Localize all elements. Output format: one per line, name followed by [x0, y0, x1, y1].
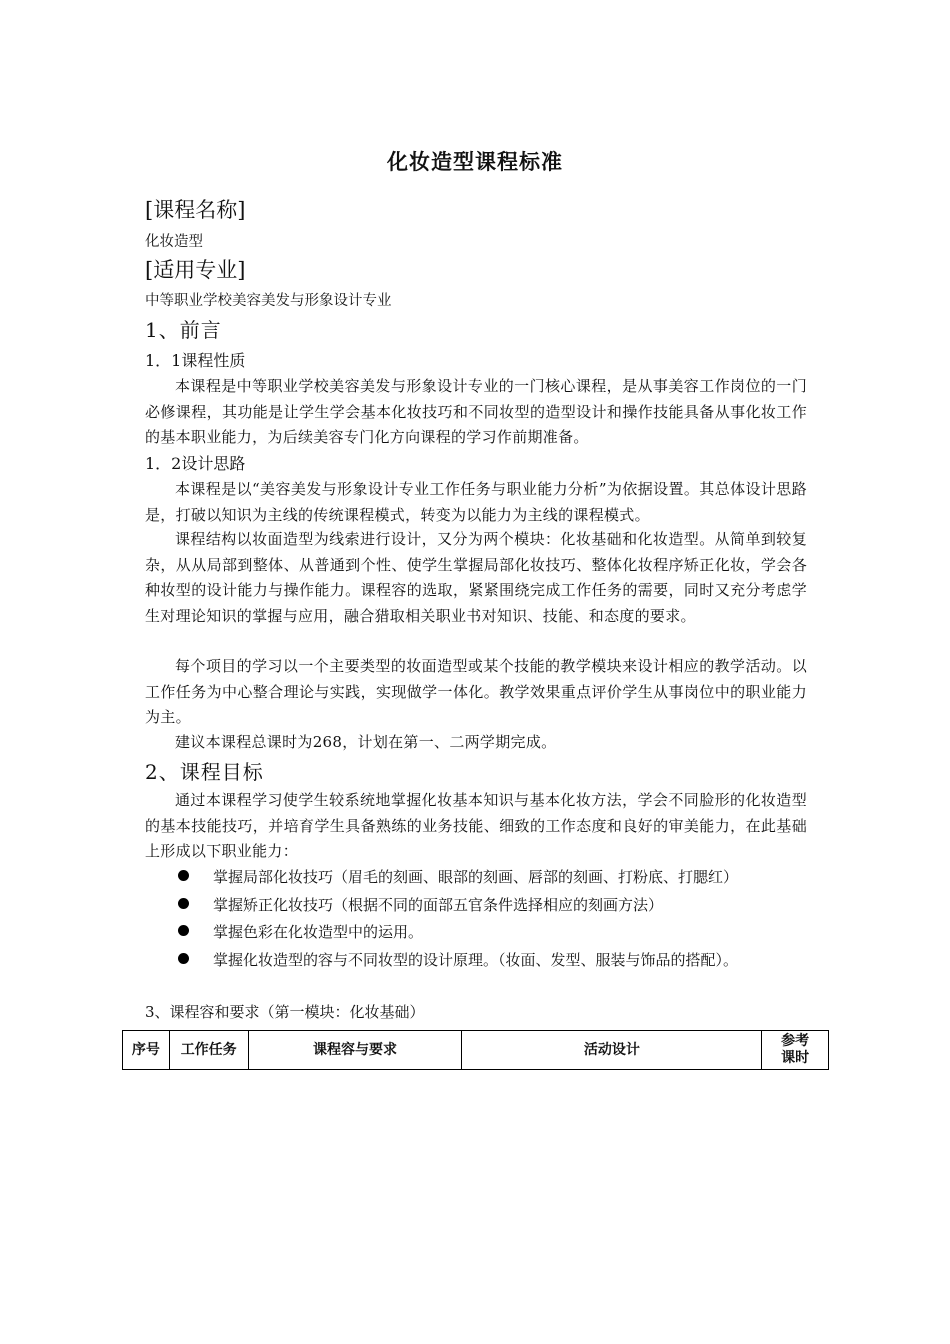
objective-list-item — [178, 949, 738, 970]
section-3-heading: 3、课程容和要求（第一模块：化妆基础） — [145, 1003, 425, 1021]
course-name-heading: [课程名称] — [145, 198, 246, 222]
objective-list-item — [178, 866, 738, 887]
table-header-row — [123, 1031, 829, 1070]
objective-text: 掌握色彩在化妆造型中的运用。 — [213, 923, 424, 941]
section-1-2-paragraph-2: 课程结构以妆面造型为线索进行设计，又分为两个模块：化妆基础和化妆造型。从简单到较复杂，从从局部到整体、从普通到个性、使学生掌握局部化妆技巧、整体化妆程序矫正化妆，学会各种妆型的设计能力与操作能力。课程容的选取，紧紧围绕完成工作任务的需要，同时又充分考虑学生对理论知识的掌握与应用，融合猎取相关职业书对知识、技能、和态度的要求。 — [145, 530, 807, 625]
section-1-heading: 1、前言 — [145, 318, 222, 342]
objective-text: 掌握化妆造型的容与不同妆型的设计原理。（妆面、发型、服装与饰品的搭配）。 — [213, 951, 739, 969]
section-1-1-paragraph: 本课程是中等职业学校美容美发与形象设计专业的一门核心课程，是从事美容工作岗位的一门必修课程，其功能是让学生学会基本化妆技巧和不同妆型的造型设计和操作技能具备从事化妆工作的基本职业能力，为后续美容专门化方向课程的学习作前期准备。 — [145, 377, 807, 446]
bullet-icon — [178, 898, 189, 909]
section-1-2-paragraph-3: 每个项目的学习以一个主要类型的妆面造型或某个技能的教学模块来设计相应的教学活动。以工作任务为中心整合理论与实践，实现做学一体化。教学效果重点评价学生从事岗位中的职业能力为主。 — [145, 657, 807, 726]
section-1-2-paragraph-4: 建议本课程总课时为268，计划在第一、二两学期完成。 — [175, 733, 557, 751]
major-value: 中等职业学校美容美发与形象设计专业 — [145, 293, 392, 309]
section-1-2-heading: 1．2设计思路 — [145, 454, 246, 473]
header-cell-index: 序号 — [123, 1031, 170, 1070]
section-2-paragraph: 通过本课程学习使学生较系统地掌握化妆基本知识与基本化妆方法，学会不同脸形的化妆造型的基本技能技巧，并培育学生具备熟练的业务技能、细致的工作态度和良好的审美能力，在此基础上形成以下职业能力： — [145, 791, 807, 860]
bullet-icon — [178, 953, 189, 964]
objective-list-item — [178, 894, 663, 915]
major-heading: [适用专业] — [145, 258, 246, 282]
header-cell-activity: 活动设计 — [462, 1031, 762, 1070]
module-table — [122, 1030, 829, 1070]
header-cell-task: 工作任务 — [169, 1031, 248, 1070]
section-1-2-paragraph-1: 本课程是以“美容美发与形象设计专业工作任务与职业能力分析”为依据设置。其总体设计思路是，打破以知识为主线的传统课程模式，转变为以能力为主线的课程模式。 — [145, 480, 807, 524]
document-title: 化妆造型课程标准 — [387, 150, 563, 174]
bullet-icon — [178, 870, 189, 881]
header-cell-content: 课程容与要求 — [248, 1031, 462, 1070]
objective-text: 掌握局部化妆技巧（眉毛的刻画、眼部的刻画、唇部的刻画、打粉底、打腮红） — [213, 868, 739, 886]
section-2-heading: 2、课程目标 — [145, 760, 264, 784]
header-cell-hours: 参考课时 — [762, 1031, 829, 1070]
objective-list-item — [178, 921, 423, 942]
objective-text: 掌握矫正化妆技巧（根据不同的面部五官条件选择相应的刻画方法） — [213, 896, 664, 914]
bullet-icon — [178, 925, 189, 936]
course-name-value: 化妆造型 — [145, 234, 203, 250]
section-1-1-heading: 1．1课程性质 — [145, 351, 246, 370]
